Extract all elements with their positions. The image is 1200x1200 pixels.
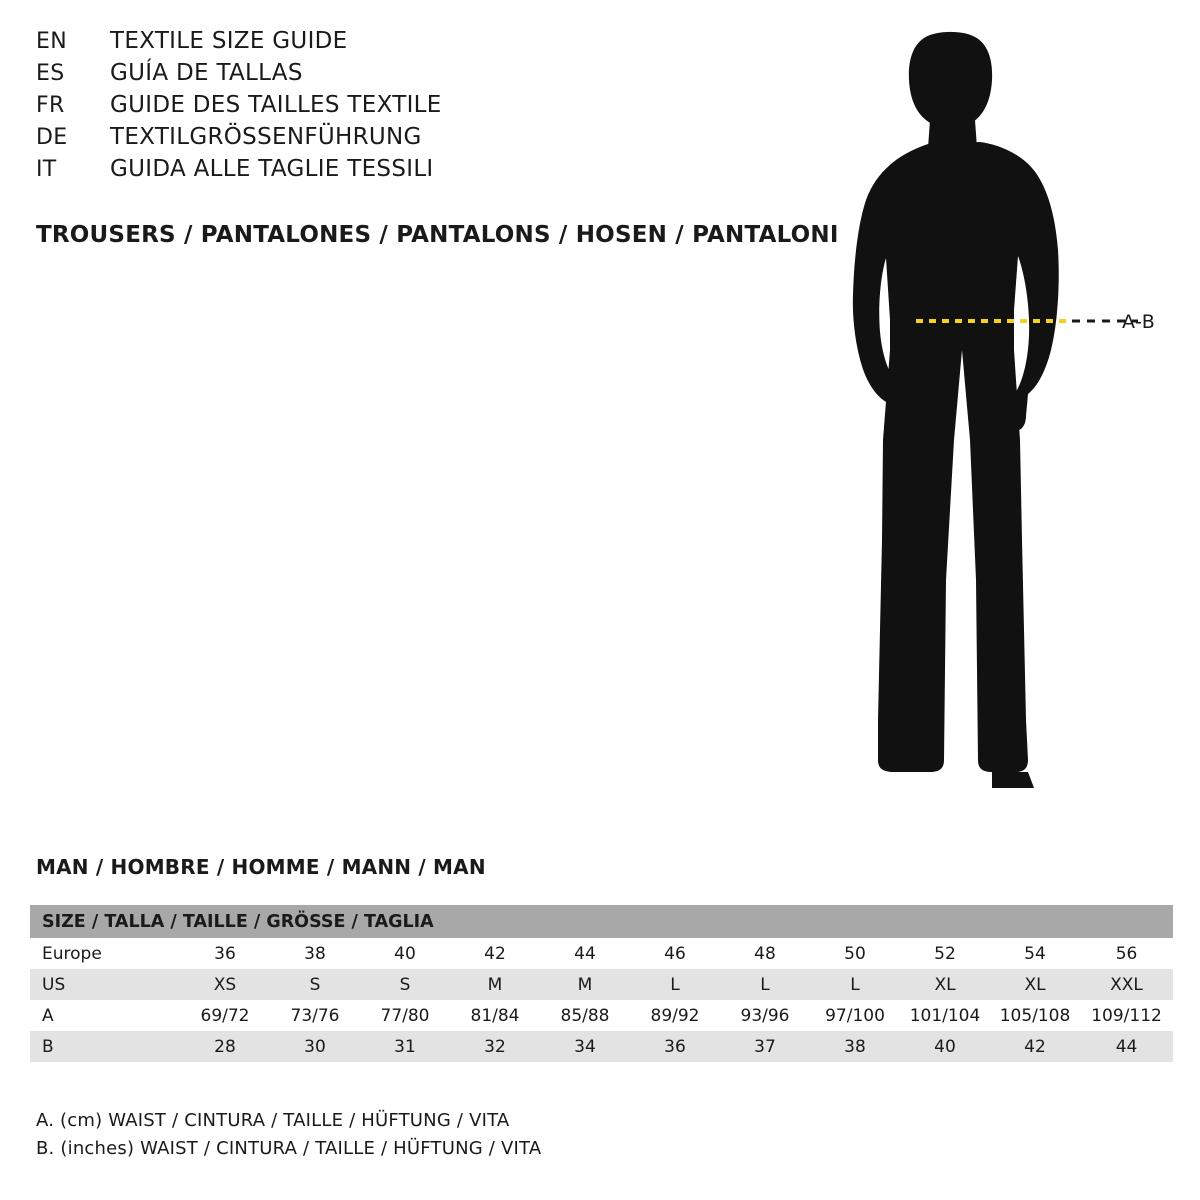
size-chart-table <box>30 905 1173 1062</box>
language-row <box>36 124 816 156</box>
table-header-label: SIZE / TALLA / TAILLE / GRÖSSE / TAGLIA <box>30 905 1173 938</box>
garment-type-heading: TROUSERS / PANTALONES / PANTALONS / HOSEN / PANTALONI <box>36 222 839 248</box>
table-cell: XXL <box>1080 969 1173 1000</box>
row-label: A <box>30 1000 180 1031</box>
table-cell: 40 <box>360 938 450 969</box>
table-cell: 31 <box>360 1031 450 1062</box>
table-row <box>30 1031 1173 1062</box>
table-cell: 109/112 <box>1080 1000 1173 1031</box>
language-header-block <box>36 28 816 188</box>
table-cell: 54 <box>990 938 1080 969</box>
table-cell: 46 <box>630 938 720 969</box>
table-row <box>30 969 1173 1000</box>
table-cell: 56 <box>1080 938 1173 969</box>
figure-illustration <box>820 20 1190 800</box>
table-cell: 34 <box>540 1031 630 1062</box>
table-cell: 37 <box>720 1031 810 1062</box>
table-cell: M <box>450 969 540 1000</box>
language-title: GUIDA ALLE TAGLIE TESSILI <box>110 156 434 182</box>
footnote-a: A. (cm) WAIST / CINTURA / TAILLE / HÜFTUNG / VITA <box>36 1110 510 1131</box>
table-cell: 36 <box>630 1031 720 1062</box>
footnote-b: B. (inches) WAIST / CINTURA / TAILLE / HÜFTUNG / VITA <box>36 1138 542 1159</box>
table-cell: XS <box>180 969 270 1000</box>
table-cell: 28 <box>180 1031 270 1062</box>
table-cell: 93/96 <box>720 1000 810 1031</box>
table-cell: 42 <box>450 938 540 969</box>
table-cell: 42 <box>990 1031 1080 1062</box>
table-cell: 81/84 <box>450 1000 540 1031</box>
table-cell: 77/80 <box>360 1000 450 1031</box>
table-cell: 73/76 <box>270 1000 360 1031</box>
language-row <box>36 60 816 92</box>
table-cell: 85/88 <box>540 1000 630 1031</box>
language-code: DE <box>36 125 68 150</box>
language-row <box>36 156 816 188</box>
language-code: ES <box>36 61 65 86</box>
table-cell: 69/72 <box>180 1000 270 1031</box>
table-cell: 52 <box>900 938 990 969</box>
table-header-row <box>30 905 1173 938</box>
language-title: GUIDE DES TAILLES TEXTILE <box>110 92 442 118</box>
table-cell: 105/108 <box>990 1000 1080 1031</box>
table-row <box>30 1000 1173 1031</box>
row-label: B <box>30 1031 180 1062</box>
table-cell: S <box>270 969 360 1000</box>
row-label: US <box>30 969 180 1000</box>
table-cell: S <box>360 969 450 1000</box>
table-cell: 44 <box>540 938 630 969</box>
table-cell: XL <box>990 969 1080 1000</box>
language-code: IT <box>36 157 57 182</box>
language-title: TEXTILGRÖSSENFÜHRUNG <box>110 124 422 150</box>
table-cell: 40 <box>900 1031 990 1062</box>
footnotes-block <box>36 1110 541 1166</box>
language-code: FR <box>36 93 65 118</box>
language-row <box>36 28 816 60</box>
table-cell: L <box>630 969 720 1000</box>
table-cell: M <box>540 969 630 1000</box>
table-cell: 36 <box>180 938 270 969</box>
table-row <box>30 938 1173 969</box>
table-section-title: MAN / HOMBRE / HOMME / MANN / MAN <box>36 855 486 879</box>
table-cell: 97/100 <box>810 1000 900 1031</box>
table-cell: 32 <box>450 1031 540 1062</box>
table-cell: 101/104 <box>900 1000 990 1031</box>
language-code: EN <box>36 29 67 54</box>
table-cell: 30 <box>270 1031 360 1062</box>
male-silhouette-icon <box>820 20 1190 800</box>
table-cell: 38 <box>270 938 360 969</box>
table-cell: XL <box>900 969 990 1000</box>
row-label: Europe <box>30 938 180 969</box>
table-cell: 38 <box>810 1031 900 1062</box>
table-cell: L <box>810 969 900 1000</box>
table-cell: L <box>720 969 810 1000</box>
measure-label-ab: A-B <box>1122 311 1156 333</box>
table-cell: 50 <box>810 938 900 969</box>
table-cell: 89/92 <box>630 1000 720 1031</box>
language-title: GUÍA DE TALLAS <box>110 60 303 86</box>
table-cell: 48 <box>720 938 810 969</box>
table-cell: 44 <box>1080 1031 1173 1062</box>
language-row <box>36 92 816 124</box>
language-title: TEXTILE SIZE GUIDE <box>110 28 348 54</box>
